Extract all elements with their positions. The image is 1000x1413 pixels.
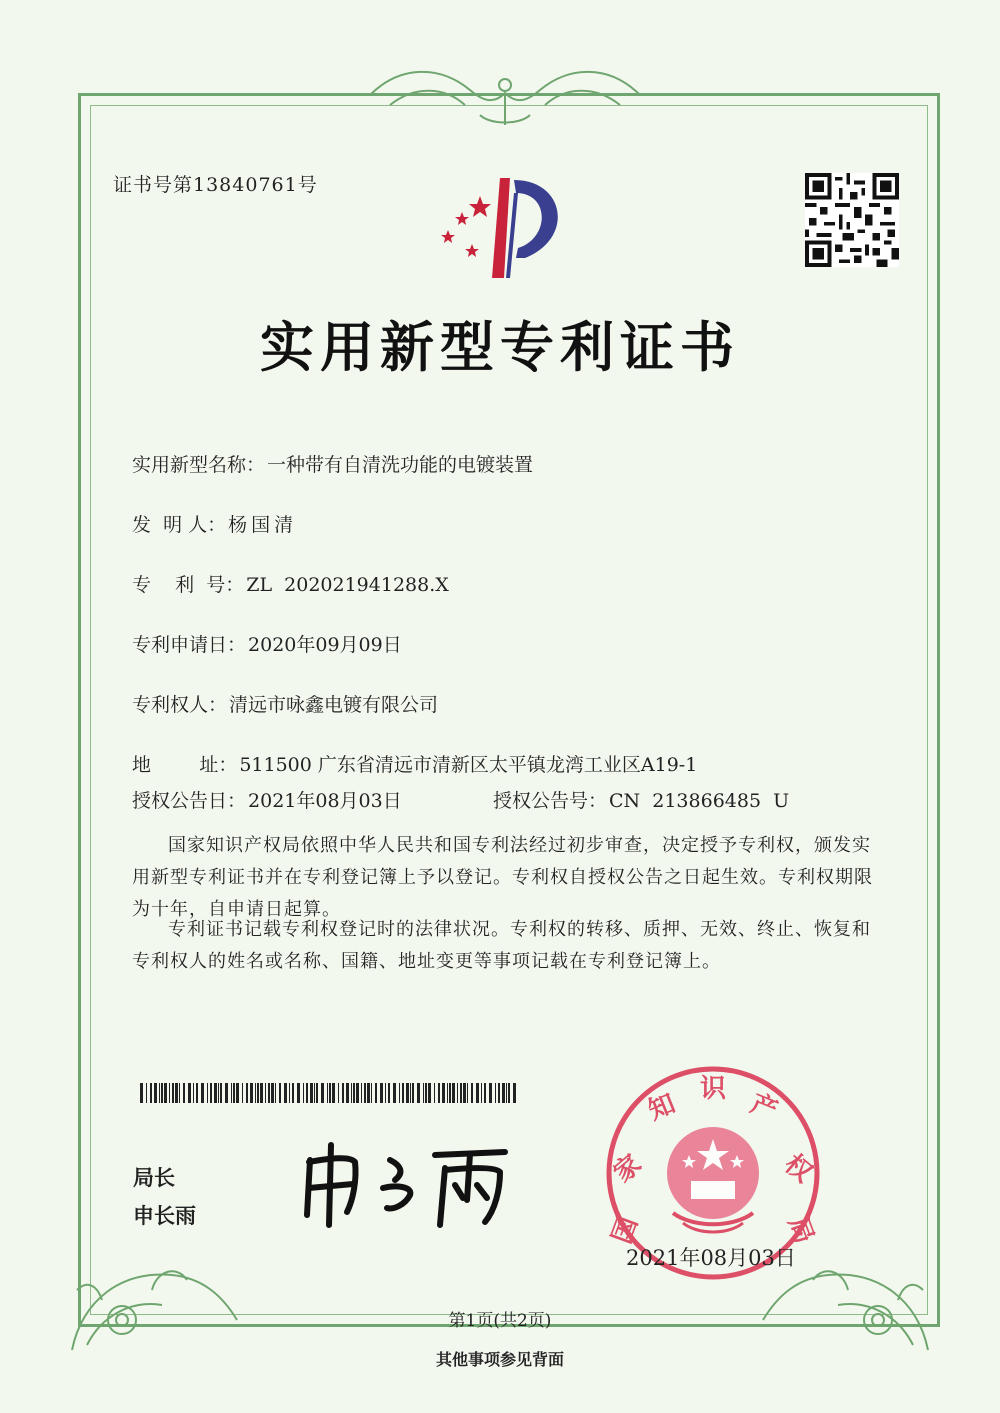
address-label: 地 址： xyxy=(132,754,238,776)
top-ornament xyxy=(360,55,650,135)
holder-value: 清远市咏鑫电镀有限公司 xyxy=(229,694,439,716)
qr-code xyxy=(805,170,899,270)
name-label: 实用新型名称： xyxy=(132,454,266,476)
grant-number-value: CN 213866485 U xyxy=(609,790,790,812)
address-row xyxy=(132,750,697,777)
inventor-label: 发 明 人： xyxy=(132,514,227,536)
grant-date-row xyxy=(132,786,402,813)
cnipa-logo xyxy=(430,168,580,283)
certificate-title: 实用新型专利证书 xyxy=(260,316,740,379)
svg-text:国: 国 xyxy=(606,1212,645,1248)
seal-date: 2021年08月03日 xyxy=(626,1246,796,1270)
inventor-row xyxy=(132,510,297,537)
svg-text:知: 知 xyxy=(644,1088,680,1127)
patent-number-row xyxy=(132,570,449,597)
legal-status-paragraph: 专利证书记载专利权登记时的法律状况。专利权的转移、质押、无效、终止、恢复和专利权人的姓名或名称、国籍、地址变更等事项记载在专利登记簿上。 xyxy=(132,919,871,972)
signature-name: 申长雨 xyxy=(133,1204,196,1228)
svg-text:家: 家 xyxy=(608,1149,648,1189)
patent-number-value: ZL 202021941288.X xyxy=(246,574,449,596)
address-value: 511500 广东省清远市清新区太平镇龙湾工业区A19-1 xyxy=(239,754,698,776)
filing-date-label: 专利申请日： xyxy=(132,634,247,656)
grant-date-value: 2021年08月03日 xyxy=(248,790,402,812)
holder-label: 专利权人： xyxy=(132,694,228,716)
page-number: 第1页(共2页) xyxy=(448,1311,552,1331)
grant-statement-paragraph: 国家知识产权局依照中华人民共和国专利法经过初步审查，决定授予专利权，颁发实用新型专利证书并在专利登记簿上予以登记。专利权自授权公告之日起生效。专利权期限为十年，自申请日起算。 xyxy=(132,835,873,920)
name-value: 一种带有自清洗功能的电镀装置 xyxy=(267,454,534,476)
certificate-number: 证书号第13840761号 xyxy=(113,174,318,196)
patent-holder-row xyxy=(132,690,438,717)
inventor-value: 杨国清 xyxy=(228,514,298,536)
handwritten-signature xyxy=(295,1140,515,1230)
bottom-left-ornament xyxy=(62,1230,252,1360)
svg-text:产: 产 xyxy=(746,1088,782,1127)
patent-number-label: 专 利 号： xyxy=(132,574,245,596)
grant-number-label: 授权公告号： xyxy=(493,790,608,812)
signature-title: 局长 xyxy=(133,1166,175,1190)
filing-date-row xyxy=(132,630,402,657)
barcode xyxy=(140,1083,520,1103)
see-back-note: 其他事项参见背面 xyxy=(435,1350,564,1369)
svg-text:权: 权 xyxy=(778,1149,818,1189)
utility-model-name-row xyxy=(132,450,533,477)
grant-date-label: 授权公告日： xyxy=(132,790,247,812)
svg-text:局: 局 xyxy=(781,1212,820,1248)
svg-text:识: 识 xyxy=(699,1074,727,1104)
grant-number-row xyxy=(493,786,789,813)
filing-date-value: 2020年09月09日 xyxy=(248,634,402,656)
